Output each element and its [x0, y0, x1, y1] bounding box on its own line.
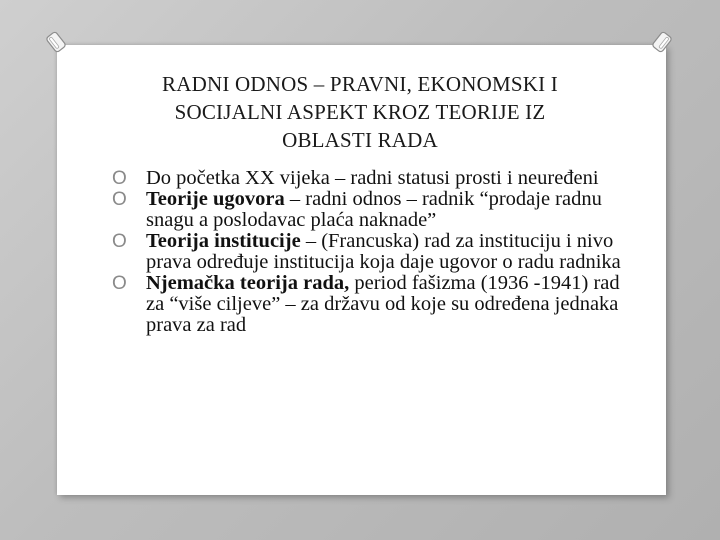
bullet-bold: Teorije ugovora	[146, 188, 285, 210]
slide-title	[100, 70, 620, 154]
bullet-text	[146, 167, 599, 189]
title-line: SOCIJALNI ASPEKT KROZ TEORIJE IZ	[174, 100, 546, 124]
bullet-text	[146, 272, 620, 336]
bullet-marker-icon: O	[112, 189, 127, 210]
bullet-marker-icon: O	[112, 231, 127, 252]
bullet-list	[58, 168, 628, 336]
bullet-item	[58, 231, 628, 273]
bullet-bold: Njemačka teorija rada,	[146, 272, 350, 294]
bullet-text	[146, 188, 602, 231]
bullet-body: – radni odnos – radnik “prodaje radnu snagu a poslodavac plaća naknade”	[146, 188, 602, 231]
bullet-item	[58, 273, 628, 336]
bullet-marker-icon: O	[112, 273, 127, 294]
bullet-body: Do početka XX vijeka – radni statusi prosti i neuređeni	[146, 167, 599, 189]
bullet-item	[58, 189, 628, 231]
bullet-marker-icon: O	[112, 168, 127, 189]
bullet-body: period fašizma (1936 -1941) rad za “više ciljeve” – za državu od koje su određena jednaka prava za rad	[146, 272, 620, 336]
bullet-text	[146, 230, 621, 273]
title-line: RADNI ODNOS – PRAVNI, EKONOMSKI I	[162, 72, 558, 96]
title-line: OBLASTI RADA	[282, 128, 438, 152]
bullet-body: – (Francuska) rad za instituciju i nivo prava određuje institucija koja daje ugovor o radu radnika	[146, 230, 621, 273]
bullet-bold: Teorija institucije	[146, 230, 301, 252]
bullet-item	[58, 168, 628, 189]
